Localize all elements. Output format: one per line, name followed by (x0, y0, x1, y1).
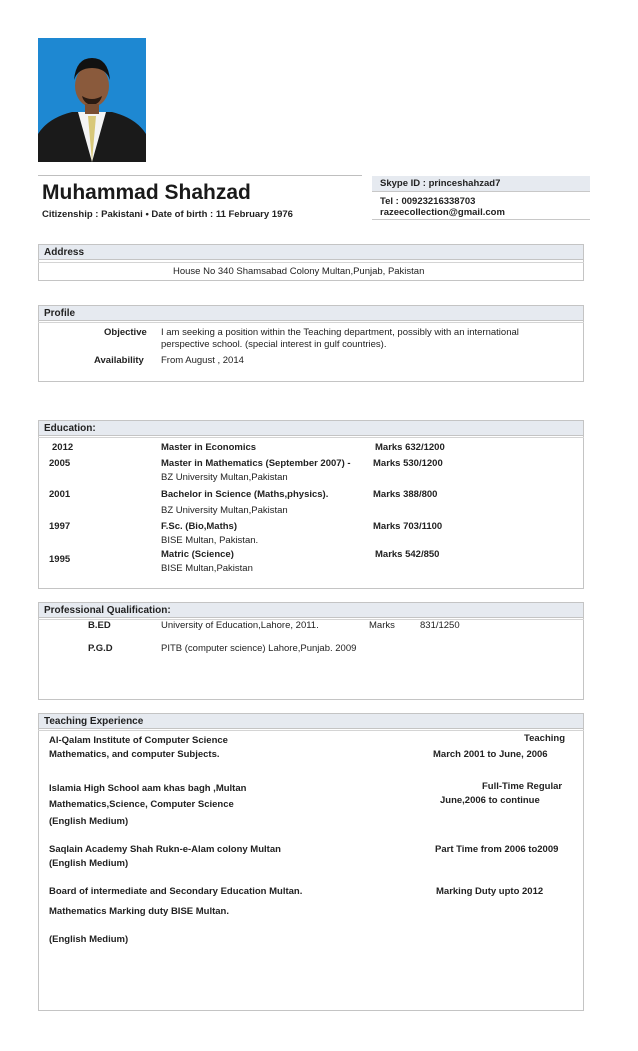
availability-label: Availability (94, 355, 144, 366)
teaching-period: June,2006 to continue (440, 795, 540, 806)
edu-year: 2001 (49, 489, 71, 500)
prof-degree: B.ED (88, 620, 111, 631)
edu-marks: Marks 388/800 (373, 489, 438, 500)
edu-marks: Marks 632/1200 (375, 442, 445, 453)
edu-degree: Master in Mathematics (September 2007) - (161, 458, 351, 469)
prof-marks-value: 831/1250 (420, 620, 460, 631)
availability-value: From August , 2014 (161, 355, 244, 366)
edu-year: 2005 (49, 458, 71, 469)
edu-year: 2012 (52, 442, 74, 453)
skype-id: Skype ID : princeshahzad7 (372, 176, 590, 192)
address-heading: Address (38, 244, 584, 260)
education-divider (38, 437, 584, 438)
edu-marks: Marks 530/1200 (373, 458, 443, 469)
prof-degree: P.G.D (88, 643, 113, 654)
teaching-period: Marking Duty upto 2012 (436, 886, 544, 897)
edu-degree: Matric (Science) (161, 549, 234, 560)
edu-institution: BZ University Multan,Pakistan (161, 472, 288, 483)
teaching-employer: Board of intermediate and Secondary Education Multan. (49, 886, 303, 897)
objective-line-1: I am seeking a position within the Teaching department, possibly with an international (161, 327, 519, 338)
teaching-employer: Islamia High School aam khas bagh ,Multan (49, 783, 247, 794)
candidate-name: Muhammad Shahzad (42, 181, 251, 204)
profile-photo (38, 38, 146, 162)
edu-marks: Marks 703/1100 (373, 521, 443, 532)
profile-heading: Profile (38, 305, 584, 321)
objective-label: Objective (104, 327, 147, 338)
professional-heading: Professional Qualification: (38, 602, 584, 618)
address-text: House No 340 Shamsabad Colony Multan,Punjab, Pakistan (173, 266, 425, 277)
teaching-heading: Teaching Experience (38, 713, 584, 729)
prof-marks-label: Marks (369, 620, 395, 631)
edu-degree: Bachelor in Science (Maths,physics). (161, 489, 329, 500)
prof-institution: University of Education,Lahore, 2011. (161, 620, 319, 631)
telephone: Tel : 00923216338703 (380, 196, 476, 207)
teaching-medium: (English Medium) (49, 858, 129, 869)
objective-line-2: perspective school. (special interest in gulf countries). (161, 339, 387, 350)
teaching-subjects: Mathematics Marking duty BISE Multan. (49, 906, 229, 917)
profile-divider (38, 322, 584, 323)
contact-divider (372, 219, 590, 220)
edu-degree: Master in Economics (161, 442, 257, 453)
teaching-subjects: Mathematics, and computer Subjects. (49, 749, 220, 760)
teaching-employer: Al-Qalam Institute of Computer Science (49, 735, 228, 746)
education-section (38, 420, 584, 589)
teaching-subjects: Mathematics,Science, Computer Science (49, 799, 234, 810)
education-heading: Education: (38, 420, 584, 436)
teaching-role: Teaching (524, 733, 565, 744)
teaching-period: Part Time from 2006 to2009 (435, 844, 559, 855)
edu-year: 1995 (49, 554, 71, 565)
edu-institution: BISE Multan, Pakistan. (161, 535, 259, 546)
teaching-employer: Saqlain Academy Shah Rukn-e-Alam colony Multan (49, 844, 281, 855)
edu-year: 1997 (49, 521, 71, 532)
teaching-medium: (English Medium) (49, 934, 129, 945)
teaching-divider (38, 730, 584, 731)
edu-degree: F.Sc. (Bio,Maths) (161, 521, 238, 532)
teaching-role: Full-Time Regular (482, 781, 563, 792)
edu-institution: BISE Multan,Pakistan (161, 563, 253, 574)
email[interactable]: razeecollection@gmail.com (380, 207, 505, 218)
teaching-medium: (English Medium) (49, 816, 129, 827)
citizenship-dob: Citizenship : Pakistani • Date of birth : 11 February 1976 (42, 209, 293, 220)
address-divider (38, 262, 584, 263)
prof-institution: PITB (computer science) Lahore,Punjab. 2009 (161, 643, 357, 654)
teaching-period: March 2001 to June, 2006 (433, 749, 548, 760)
header-divider (38, 175, 362, 176)
edu-marks: Marks 542/850 (375, 549, 440, 560)
edu-institution: BZ University Multan,Pakistan (161, 505, 288, 516)
